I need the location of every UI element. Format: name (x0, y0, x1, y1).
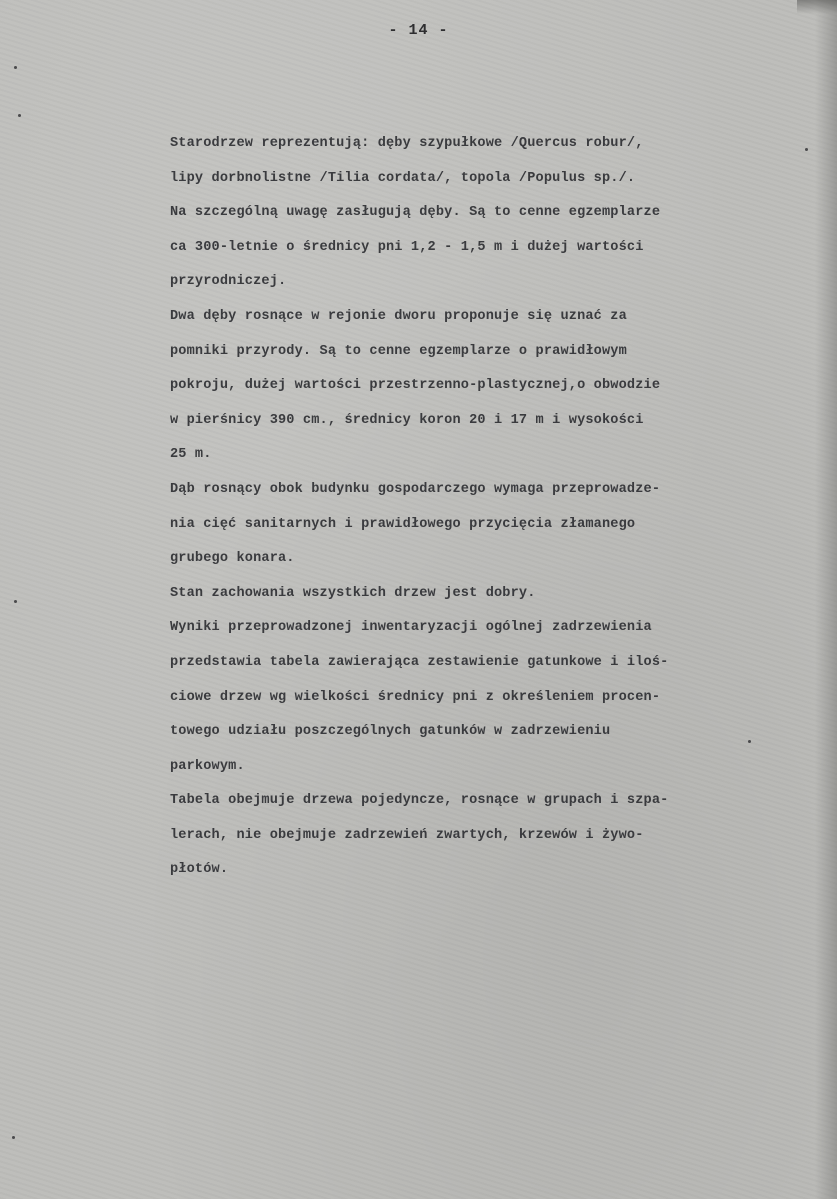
text-line: przyrodniczej. (170, 274, 287, 290)
speck-mark (805, 148, 808, 151)
typed-paragraphs (170, 134, 800, 895)
text-line: ciowe drzew wg wielkości średnicy pni z określeniem procen- (170, 689, 661, 705)
text-line: Stan zachowania wszystkich drzew jest dobry. (170, 585, 536, 601)
speck-mark (14, 66, 17, 69)
text-line: parkowym. (170, 758, 245, 774)
text-line: 25 m. (170, 447, 212, 463)
text-line: pokroju, dużej wartości przestrzenno-plastycznej,o obwodzie (170, 378, 661, 394)
text-line: w pierśnicy 390 cm., średnicy koron 20 i 17 m i wysokości (170, 412, 644, 428)
text-line: Wyniki przeprowadzonej inwentaryzacji ogólnej zadrzewienia (170, 620, 652, 636)
text-line: nia cięć sanitarnych i prawidłowego przycięcia złamanego (170, 516, 636, 532)
text-line: Dąb rosnący obok budynku gospodarczego wymaga przeprowadze- (170, 481, 661, 497)
text-line: pomniki przyrody. Są to cenne egzemplarze o prawidłowym (170, 343, 627, 359)
page-edge-shadow (815, 0, 837, 1199)
text-line: płotów. (170, 862, 229, 878)
text-line: Dwa dęby rosnące w rejonie dworu proponuje się uznać za (170, 308, 627, 324)
text-line: grubego konara. (170, 551, 295, 567)
speck-mark (14, 600, 17, 603)
text-line: lerach, nie obejmuje zadrzewień zwartych, krzewów i żywo- (170, 827, 644, 843)
text-line: Starodrzew reprezentują: dęby szypułkowe /Quercus robur/, (170, 136, 644, 151)
text-line: Tabela obejmuje drzewa pojedyncze, rosnące w grupach i szpa- (170, 793, 669, 809)
page-corner-shadow (797, 0, 837, 14)
text-line: ca 300-letnie o średnicy pni 1,2 - 1,5 m i dużej wartości (170, 239, 644, 255)
text-line: lipy dorbnolistne /Tilia cordata/, topola /Populus sp./. (170, 170, 636, 186)
speck-mark (12, 1136, 15, 1139)
speck-mark (18, 114, 21, 117)
text-line: towego udziału poszczególnych gatunków w zadrzewieniu (170, 724, 611, 740)
page-number: - 14 - (388, 22, 449, 39)
text-line: przedstawia tabela zawierająca zestawienie gatunkowe i iloś- (170, 654, 669, 670)
text-line: Na szczególną uwagę zasługują dęby. Są to cenne egzemplarze (170, 205, 661, 221)
